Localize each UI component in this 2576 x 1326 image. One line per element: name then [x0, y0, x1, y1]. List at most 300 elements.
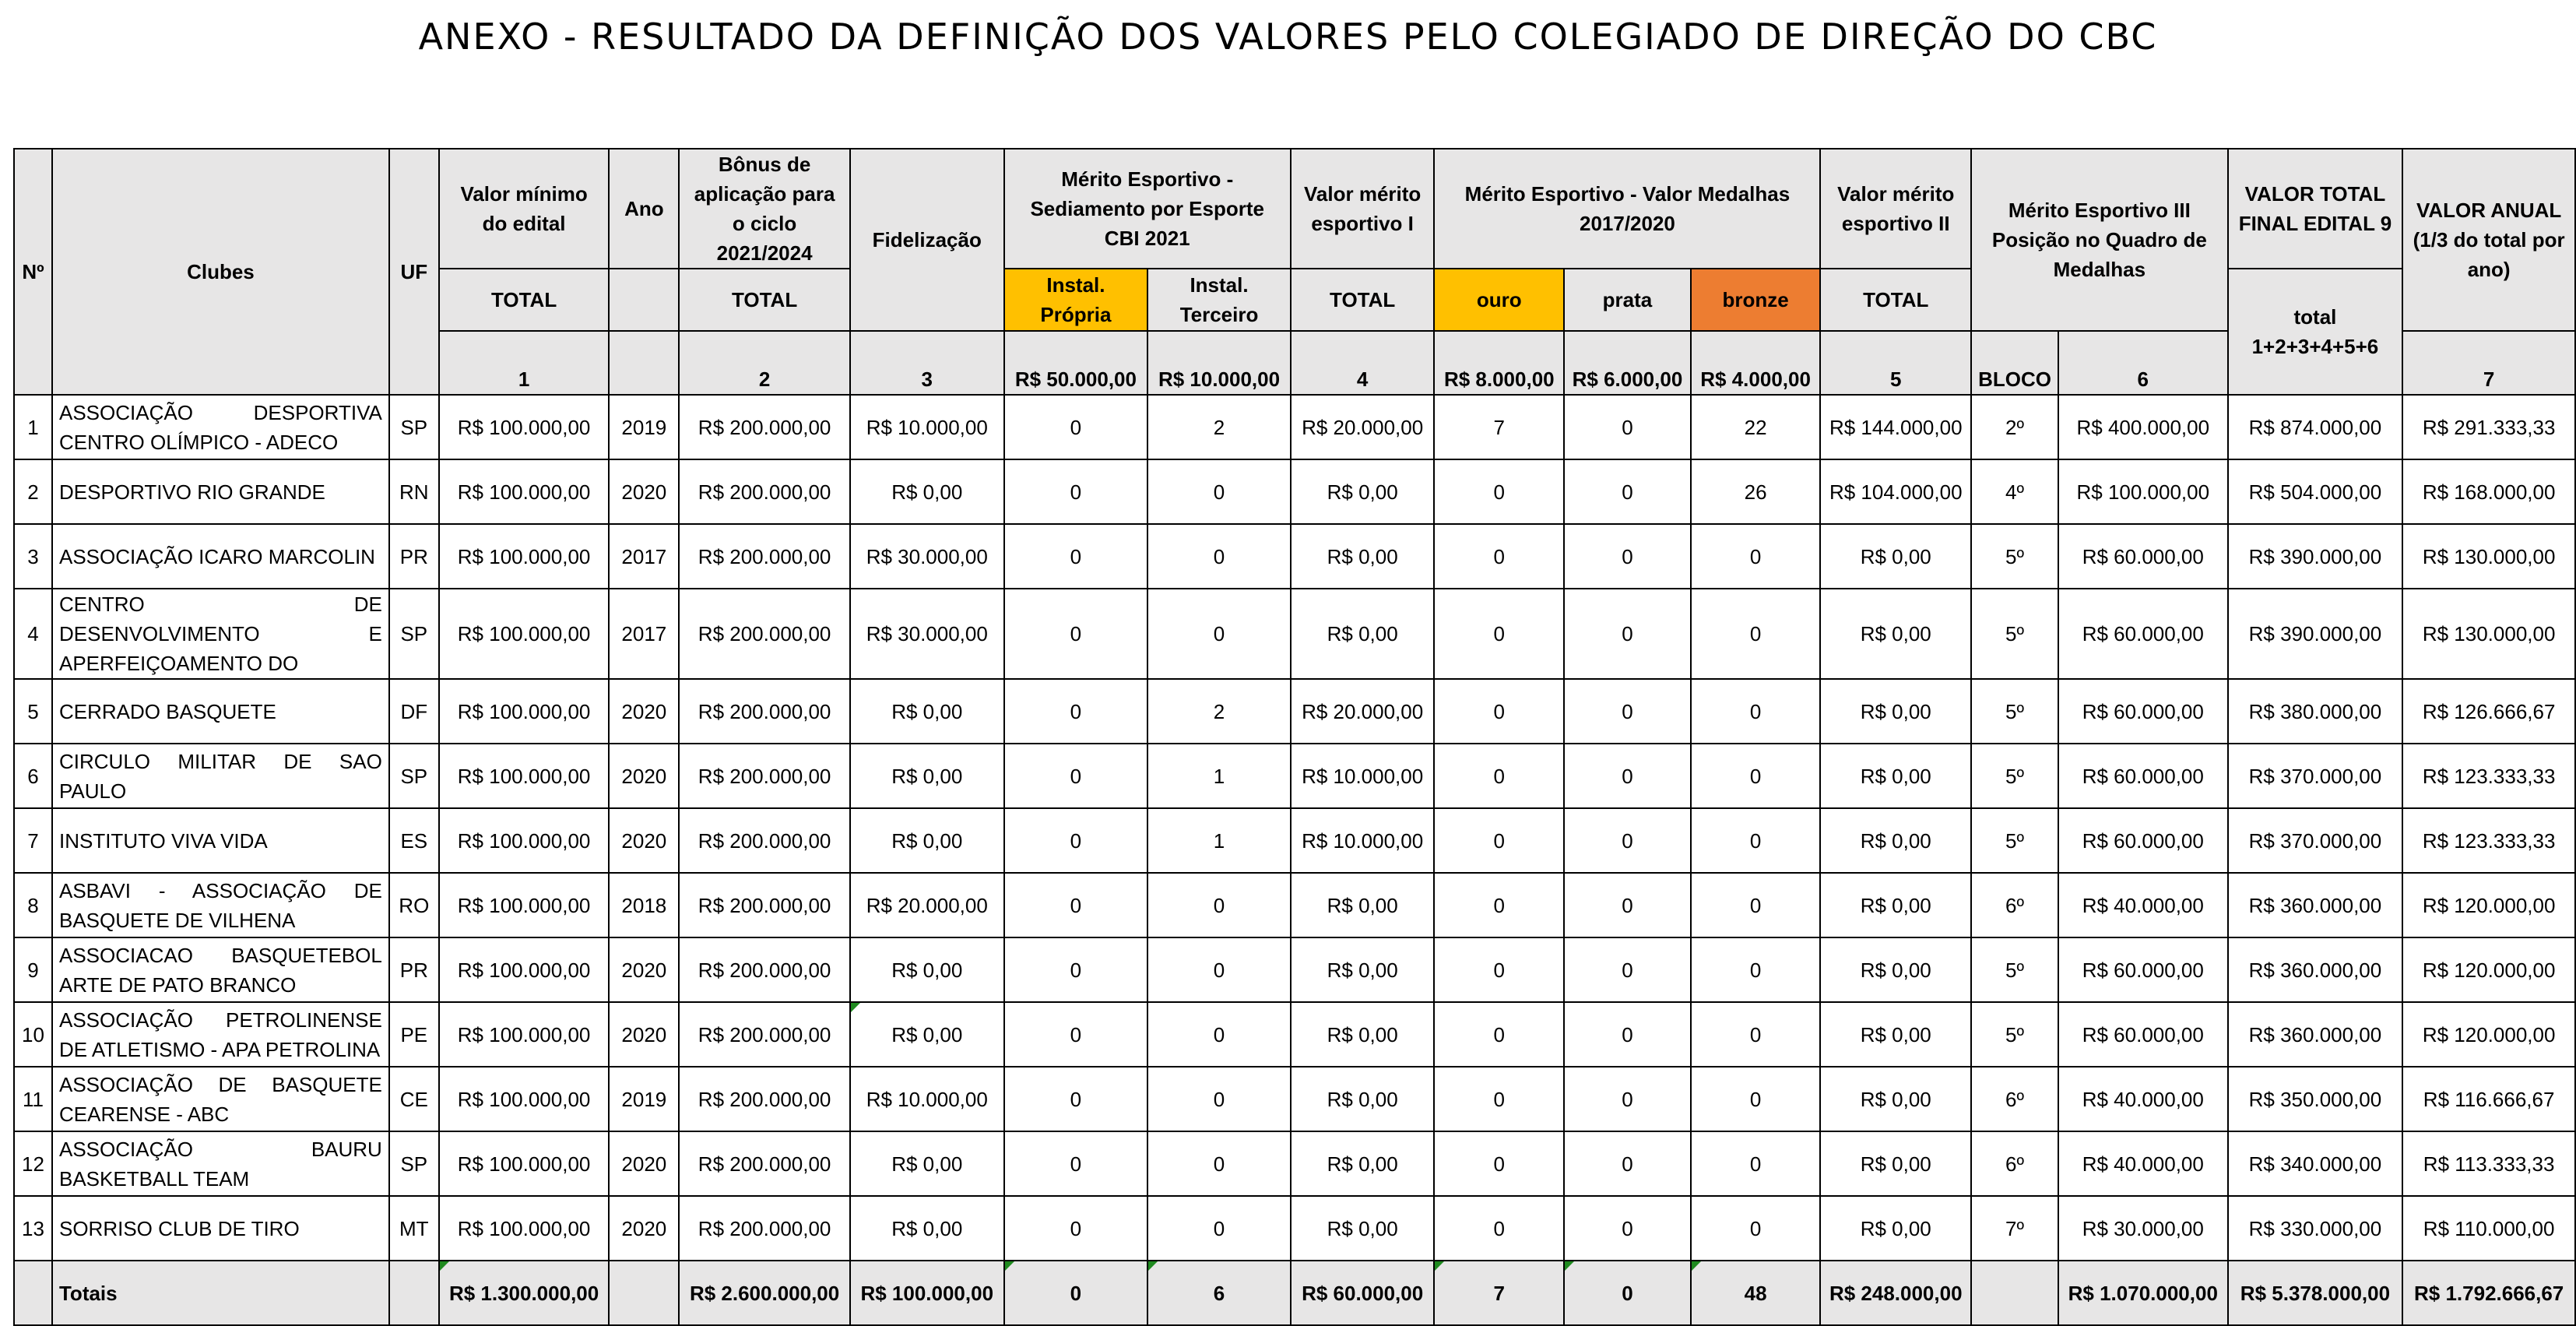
- total-instal-propria: 0: [1004, 1261, 1148, 1325]
- table-header: [14, 149, 2575, 395]
- cell-no: 7: [14, 808, 52, 873]
- cell-ouro: 0: [1434, 744, 1564, 808]
- cell-club: CENTRO DE DESENVOLVIMENTO E APERFEIÇOAMENTO DO: [52, 589, 389, 679]
- header-merito-medalhas: Mérito Esportivo - Valor Medalhas 2017/2020: [1434, 149, 1820, 269]
- cell-bloco: 6º: [1971, 873, 2058, 937]
- total-uf: [389, 1261, 439, 1325]
- cell-prata: 0: [1564, 1131, 1691, 1196]
- cell-valor-merito-2: R$ 0,00: [1820, 1067, 1971, 1131]
- cell-valor-total: R$ 504.000,00: [2228, 459, 2403, 524]
- cell-instal-terceiro: 0: [1147, 1067, 1291, 1131]
- cell-instal-terceiro: 0: [1147, 873, 1291, 937]
- cell-prata: 0: [1564, 679, 1691, 744]
- cell-instal-propria: 0: [1004, 1131, 1148, 1196]
- cell-valor-merito-2: R$ 0,00: [1820, 1002, 1971, 1067]
- header-n2: 2: [679, 331, 850, 395]
- header-fidelizacao: Fidelização: [850, 149, 1004, 331]
- cell-ano: 2019: [609, 395, 679, 459]
- cell-club: ASSOCIAÇÃO DESPORTIVA CENTRO OLÍMPICO - ADECO: [52, 395, 389, 459]
- cell-valor-merito-1: R$ 0,00: [1291, 1196, 1435, 1261]
- cell-valor-total: R$ 330.000,00: [2228, 1196, 2403, 1261]
- cell-valor-anual: R$ 126.666,67: [2402, 679, 2575, 744]
- total-ano: [609, 1261, 679, 1325]
- cell-ano: 2019: [609, 1067, 679, 1131]
- cell-ouro: 0: [1434, 679, 1564, 744]
- cell-club: SORRISO CLUB DE TIRO: [52, 1196, 389, 1261]
- cell-prata: 0: [1564, 937, 1691, 1002]
- cell-fidelizacao: R$ 0,00: [850, 937, 1004, 1002]
- cell-club: CERRADO BASQUETE: [52, 679, 389, 744]
- cell-bonus: R$ 200.000,00: [679, 808, 850, 873]
- cell-valor-anual: R$ 116.666,67: [2402, 1067, 2575, 1131]
- cell-fidelizacao: R$ 0,00: [850, 1131, 1004, 1196]
- cell-prata: 0: [1564, 808, 1691, 873]
- cell-bonus: R$ 200.000,00: [679, 589, 850, 679]
- cell-valor-merito-1: R$ 0,00: [1291, 589, 1435, 679]
- cell-instal-terceiro: 1: [1147, 744, 1291, 808]
- cell-fidelizacao: R$ 10.000,00: [850, 395, 1004, 459]
- cell-bronze: 0: [1691, 1002, 1821, 1067]
- cell-valor-merito-2: R$ 0,00: [1820, 524, 1971, 589]
- cell-no: 1: [14, 395, 52, 459]
- cell-valor-minimo: R$ 100.000,00: [439, 395, 610, 459]
- cell-uf: PR: [389, 524, 439, 589]
- cell-uf: SP: [389, 744, 439, 808]
- cell-club: ASSOCIAÇÃO ICARO MARCOLIN: [52, 524, 389, 589]
- total-fidelizacao: R$ 100.000,00: [850, 1261, 1004, 1325]
- cell-bloco: 5º: [1971, 808, 2058, 873]
- header-n6: 6: [2058, 331, 2228, 395]
- cell-instal-propria: 0: [1004, 395, 1148, 459]
- cell-bronze: 0: [1691, 1196, 1821, 1261]
- page-title: ANEXO - RESULTADO DA DEFINIÇÃO DOS VALORES PELO COLEGIADO DE DIREÇÃO DO CBC: [418, 16, 2158, 58]
- cell-merito-3: R$ 60.000,00: [2058, 679, 2228, 744]
- total-instal-terceiro: 6: [1147, 1261, 1291, 1325]
- cell-bonus: R$ 200.000,00: [679, 1131, 850, 1196]
- header-valor-minimo: Valor mínimo do edital: [439, 149, 610, 269]
- cell-ouro: 0: [1434, 1196, 1564, 1261]
- cell-no: 13: [14, 1196, 52, 1261]
- cell-ouro: 0: [1434, 524, 1564, 589]
- header-valor-anual: VALOR ANUAL (1/3 do total por ano): [2402, 149, 2575, 331]
- cell-bronze: 0: [1691, 873, 1821, 937]
- cell-uf: SP: [389, 395, 439, 459]
- cell-ouro: 0: [1434, 1002, 1564, 1067]
- header-preco-propria: R$ 50.000,00: [1004, 331, 1148, 395]
- header-valor-merito-2: Valor mérito esportivo II: [1820, 149, 1971, 269]
- header-ano-blank-2: [609, 331, 679, 395]
- cell-ano: 2017: [609, 589, 679, 679]
- cell-fidelizacao: R$ 30.000,00: [850, 589, 1004, 679]
- cell-ano: 2020: [609, 744, 679, 808]
- cell-merito-3: R$ 30.000,00: [2058, 1196, 2228, 1261]
- total-club: Totais: [52, 1261, 389, 1325]
- header-ouro: ouro: [1434, 269, 1564, 331]
- cell-valor-merito-1: R$ 10.000,00: [1291, 808, 1435, 873]
- header-total-formula: total 1+2+3+4+5+6: [2228, 269, 2403, 395]
- cell-valor-merito-2: R$ 0,00: [1820, 744, 1971, 808]
- cell-valor-merito-2: R$ 0,00: [1820, 1131, 1971, 1196]
- header-ano: Ano: [609, 149, 679, 269]
- header-clubes: Clubes: [52, 149, 389, 395]
- cell-ouro: 0: [1434, 937, 1564, 1002]
- cell-instal-propria: 0: [1004, 679, 1148, 744]
- cell-valor-anual: R$ 123.333,33: [2402, 808, 2575, 873]
- cell-uf: RO: [389, 873, 439, 937]
- cell-bloco: 5º: [1971, 937, 2058, 1002]
- cell-bonus: R$ 200.000,00: [679, 1067, 850, 1131]
- cell-fidelizacao: R$ 0,00: [850, 808, 1004, 873]
- cell-valor-anual: R$ 120.000,00: [2402, 1002, 2575, 1067]
- cell-valor-merito-2: R$ 0,00: [1820, 589, 1971, 679]
- header-valor-total: VALOR TOTAL FINAL EDITAL 9: [2228, 149, 2403, 269]
- cell-ano: 2018: [609, 873, 679, 937]
- cell-instal-terceiro: 0: [1147, 1196, 1291, 1261]
- total-ouro: 7: [1434, 1261, 1564, 1325]
- cell-valor-anual: R$ 130.000,00: [2402, 524, 2575, 589]
- cell-instal-terceiro: 0: [1147, 459, 1291, 524]
- cell-merito-3: R$ 40.000,00: [2058, 873, 2228, 937]
- header-preco-bronze: R$ 4.000,00: [1691, 331, 1821, 395]
- table-body: [14, 395, 2575, 1325]
- header-n4: 4: [1291, 331, 1435, 395]
- cell-valor-total: R$ 360.000,00: [2228, 1002, 2403, 1067]
- cell-bloco: 7º: [1971, 1196, 2058, 1261]
- cell-valor-minimo: R$ 100.000,00: [439, 808, 610, 873]
- cell-club: CIRCULO MILITAR DE SAO PAULO: [52, 744, 389, 808]
- total-valor-total: R$ 5.378.000,00: [2228, 1261, 2403, 1325]
- cell-club: ASSOCIAÇÃO BAURU BASKETBALL TEAM: [52, 1131, 389, 1196]
- total-no: [14, 1261, 52, 1325]
- cell-no: 2: [14, 459, 52, 524]
- cell-ouro: 0: [1434, 873, 1564, 937]
- cell-fidelizacao: R$ 0,00: [850, 679, 1004, 744]
- cell-valor-merito-1: R$ 0,00: [1291, 937, 1435, 1002]
- cell-instal-propria: 0: [1004, 808, 1148, 873]
- cell-fidelizacao: R$ 0,00: [850, 1002, 1004, 1067]
- cell-no: 12: [14, 1131, 52, 1196]
- cell-valor-anual: R$ 120.000,00: [2402, 873, 2575, 937]
- cell-instal-propria: 0: [1004, 589, 1148, 679]
- cell-valor-minimo: R$ 100.000,00: [439, 1002, 610, 1067]
- cell-fidelizacao: R$ 30.000,00: [850, 524, 1004, 589]
- header-instal-propria: Instal. Própria: [1004, 269, 1148, 331]
- cell-valor-anual: R$ 120.000,00: [2402, 937, 2575, 1002]
- cell-bloco: 6º: [1971, 1131, 2058, 1196]
- cell-valor-minimo: R$ 100.000,00: [439, 744, 610, 808]
- header-merito-3: Mérito Esportivo III Posição no Quadro de Medalhas: [1971, 149, 2228, 331]
- cell-bonus: R$ 200.000,00: [679, 679, 850, 744]
- cell-bronze: 0: [1691, 524, 1821, 589]
- cell-ano: 2020: [609, 679, 679, 744]
- cell-ano: 2020: [609, 1002, 679, 1067]
- cell-instal-propria: 0: [1004, 1196, 1148, 1261]
- cell-merito-3: R$ 60.000,00: [2058, 937, 2228, 1002]
- cell-bronze: 0: [1691, 1131, 1821, 1196]
- cell-ouro: 0: [1434, 808, 1564, 873]
- cell-valor-merito-2: R$ 144.000,00: [1820, 395, 1971, 459]
- cell-valor-minimo: R$ 100.000,00: [439, 937, 610, 1002]
- cell-valor-merito-1: R$ 0,00: [1291, 873, 1435, 937]
- table-row: [14, 679, 2575, 744]
- cell-valor-minimo: R$ 100.000,00: [439, 1196, 610, 1261]
- header-ano-blank: [609, 269, 679, 331]
- cell-instal-propria: 0: [1004, 1067, 1148, 1131]
- cell-valor-total: R$ 370.000,00: [2228, 808, 2403, 873]
- cell-bronze: 26: [1691, 459, 1821, 524]
- cell-bloco: 4º: [1971, 459, 2058, 524]
- total-prata: 0: [1564, 1261, 1691, 1325]
- cell-no: 8: [14, 873, 52, 937]
- header-instal-terceiro: Instal. Terceiro: [1147, 269, 1291, 331]
- cell-prata: 0: [1564, 1196, 1691, 1261]
- cell-valor-total: R$ 360.000,00: [2228, 937, 2403, 1002]
- cell-fidelizacao: R$ 0,00: [850, 459, 1004, 524]
- cell-ano: 2020: [609, 808, 679, 873]
- header-total-1: TOTAL: [439, 269, 610, 331]
- cell-valor-merito-2: R$ 0,00: [1820, 808, 1971, 873]
- cell-instal-terceiro: 2: [1147, 395, 1291, 459]
- cell-bonus: R$ 200.000,00: [679, 1196, 850, 1261]
- cell-valor-merito-1: R$ 20.000,00: [1291, 679, 1435, 744]
- cell-ouro: 0: [1434, 459, 1564, 524]
- header-no: Nº: [14, 149, 52, 395]
- cell-bonus: R$ 200.000,00: [679, 1002, 850, 1067]
- cell-uf: SP: [389, 1131, 439, 1196]
- cell-merito-3: R$ 60.000,00: [2058, 744, 2228, 808]
- cell-valor-anual: R$ 113.333,33: [2402, 1131, 2575, 1196]
- header-prata: prata: [1564, 269, 1691, 331]
- cell-valor-anual: R$ 130.000,00: [2402, 589, 2575, 679]
- cell-bloco: 2º: [1971, 395, 2058, 459]
- cell-valor-merito-2: R$ 0,00: [1820, 873, 1971, 937]
- header-uf: UF: [389, 149, 439, 395]
- cell-ano: 2020: [609, 1196, 679, 1261]
- table-row: [14, 808, 2575, 873]
- cell-valor-merito-2: R$ 0,00: [1820, 937, 1971, 1002]
- cell-merito-3: R$ 40.000,00: [2058, 1067, 2228, 1131]
- cell-valor-merito-2: R$ 104.000,00: [1820, 459, 1971, 524]
- cell-club: ASSOCIACAO BASQUETEBOL ARTE DE PATO BRANCO: [52, 937, 389, 1002]
- cell-valor-anual: R$ 110.000,00: [2402, 1196, 2575, 1261]
- cell-bonus: R$ 200.000,00: [679, 937, 850, 1002]
- table-row: [14, 524, 2575, 589]
- cell-valor-minimo: R$ 100.000,00: [439, 873, 610, 937]
- cell-instal-propria: 0: [1004, 937, 1148, 1002]
- cell-club: ASBAVI - ASSOCIAÇÃO DE BASQUETE DE VILHENA: [52, 873, 389, 937]
- cell-valor-total: R$ 380.000,00: [2228, 679, 2403, 744]
- cell-prata: 0: [1564, 524, 1691, 589]
- header-bonus: Bônus de aplicação para o ciclo 2021/2024: [679, 149, 850, 269]
- cell-club: ASSOCIAÇÃO PETROLINENSE DE ATLETISMO - APA PETROLINA: [52, 1002, 389, 1067]
- header-preco-ouro: R$ 8.000,00: [1434, 331, 1564, 395]
- cell-valor-merito-2: R$ 0,00: [1820, 679, 1971, 744]
- cell-valor-total: R$ 874.000,00: [2228, 395, 2403, 459]
- cell-instal-terceiro: 0: [1147, 1131, 1291, 1196]
- cell-ouro: 0: [1434, 1131, 1564, 1196]
- total-valor-merito-2: R$ 248.000,00: [1820, 1261, 1971, 1325]
- cell-valor-merito-1: R$ 0,00: [1291, 459, 1435, 524]
- cell-instal-propria: 0: [1004, 873, 1148, 937]
- cell-club: ASSOCIAÇÃO DE BASQUETE CEARENSE - ABC: [52, 1067, 389, 1131]
- table-row: [14, 1002, 2575, 1067]
- cell-ano: 2020: [609, 459, 679, 524]
- header-preco-prata: R$ 6.000,00: [1564, 331, 1691, 395]
- cell-instal-propria: 0: [1004, 524, 1148, 589]
- cell-valor-merito-1: R$ 0,00: [1291, 1002, 1435, 1067]
- cell-bloco: 5º: [1971, 589, 2058, 679]
- table-row: [14, 459, 2575, 524]
- cell-uf: PE: [389, 1002, 439, 1067]
- cell-valor-total: R$ 340.000,00: [2228, 1131, 2403, 1196]
- cell-uf: ES: [389, 808, 439, 873]
- cell-ouro: 0: [1434, 1067, 1564, 1131]
- cell-bonus: R$ 200.000,00: [679, 395, 850, 459]
- total-valor-minimo: R$ 1.300.000,00: [439, 1261, 610, 1325]
- cell-valor-merito-1: R$ 0,00: [1291, 1067, 1435, 1131]
- cell-valor-anual: R$ 168.000,00: [2402, 459, 2575, 524]
- cell-merito-3: R$ 60.000,00: [2058, 1002, 2228, 1067]
- cell-instal-propria: 0: [1004, 744, 1148, 808]
- cell-instal-propria: 0: [1004, 459, 1148, 524]
- cell-ouro: 7: [1434, 395, 1564, 459]
- total-bronze: 48: [1691, 1261, 1821, 1325]
- cell-merito-3: R$ 100.000,00: [2058, 459, 2228, 524]
- cell-prata: 0: [1564, 459, 1691, 524]
- table-row: [14, 937, 2575, 1002]
- cell-valor-minimo: R$ 100.000,00: [439, 679, 610, 744]
- cell-uf: DF: [389, 679, 439, 744]
- cell-no: 9: [14, 937, 52, 1002]
- cell-prata: 0: [1564, 1067, 1691, 1131]
- header-total-5: TOTAL: [1820, 269, 1971, 331]
- cell-fidelizacao: R$ 10.000,00: [850, 1067, 1004, 1131]
- cell-merito-3: R$ 40.000,00: [2058, 1131, 2228, 1196]
- cell-valor-merito-1: R$ 10.000,00: [1291, 744, 1435, 808]
- cell-uf: CE: [389, 1067, 439, 1131]
- cell-uf: MT: [389, 1196, 439, 1261]
- header-bronze: bronze: [1691, 269, 1821, 331]
- cell-bonus: R$ 200.000,00: [679, 873, 850, 937]
- table-row: [14, 1131, 2575, 1196]
- header-valor-merito-1: Valor mérito esportivo I: [1291, 149, 1435, 269]
- cell-prata: 0: [1564, 589, 1691, 679]
- cell-bonus: R$ 200.000,00: [679, 459, 850, 524]
- cell-valor-merito-1: R$ 0,00: [1291, 524, 1435, 589]
- cell-club: INSTITUTO VIVA VIDA: [52, 808, 389, 873]
- header-n7: 7: [2402, 331, 2575, 395]
- cell-valor-total: R$ 370.000,00: [2228, 744, 2403, 808]
- cell-ano: 2020: [609, 937, 679, 1002]
- cell-valor-minimo: R$ 100.000,00: [439, 1131, 610, 1196]
- cell-prata: 0: [1564, 744, 1691, 808]
- table-row: [14, 395, 2575, 459]
- cell-valor-minimo: R$ 100.000,00: [439, 459, 610, 524]
- cell-instal-terceiro: 0: [1147, 524, 1291, 589]
- cell-valor-anual: R$ 291.333,33: [2402, 395, 2575, 459]
- totals-row: [14, 1261, 2575, 1325]
- cell-valor-total: R$ 390.000,00: [2228, 589, 2403, 679]
- cell-bronze: 22: [1691, 395, 1821, 459]
- cell-valor-merito-1: R$ 0,00: [1291, 1131, 1435, 1196]
- results-table: [13, 148, 2576, 1326]
- cell-bronze: 0: [1691, 808, 1821, 873]
- cell-bloco: 5º: [1971, 679, 2058, 744]
- header-n1: 1: [439, 331, 610, 395]
- cell-uf: RN: [389, 459, 439, 524]
- cell-bronze: 0: [1691, 679, 1821, 744]
- cell-prata: 0: [1564, 873, 1691, 937]
- cell-fidelizacao: R$ 0,00: [850, 744, 1004, 808]
- cell-bloco: 6º: [1971, 1067, 2058, 1131]
- cell-fidelizacao: R$ 20.000,00: [850, 873, 1004, 937]
- cell-no: 5: [14, 679, 52, 744]
- cell-bronze: 0: [1691, 1067, 1821, 1131]
- cell-bonus: R$ 200.000,00: [679, 744, 850, 808]
- cell-club: DESPORTIVO RIO GRANDE: [52, 459, 389, 524]
- header-bloco: BLOCO: [1971, 331, 2058, 395]
- cell-uf: PR: [389, 937, 439, 1002]
- cell-bloco: 5º: [1971, 1002, 2058, 1067]
- header-n3: 3: [850, 331, 1004, 395]
- cell-no: 4: [14, 589, 52, 679]
- cell-merito-3: R$ 400.000,00: [2058, 395, 2228, 459]
- cell-instal-terceiro: 0: [1147, 937, 1291, 1002]
- cell-ano: 2020: [609, 1131, 679, 1196]
- table-row: [14, 1067, 2575, 1131]
- cell-merito-3: R$ 60.000,00: [2058, 808, 2228, 873]
- header-n5: 5: [1820, 331, 1971, 395]
- total-bloco: [1971, 1261, 2058, 1325]
- cell-bronze: 0: [1691, 937, 1821, 1002]
- header-preco-terceiro: R$ 10.000,00: [1147, 331, 1291, 395]
- total-merito-3: R$ 1.070.000,00: [2058, 1261, 2228, 1325]
- table-row: [14, 744, 2575, 808]
- table-row: [14, 589, 2575, 679]
- cell-valor-merito-1: R$ 20.000,00: [1291, 395, 1435, 459]
- cell-ouro: 0: [1434, 589, 1564, 679]
- header-total-4: TOTAL: [1291, 269, 1435, 331]
- cell-bronze: 0: [1691, 589, 1821, 679]
- cell-bonus: R$ 200.000,00: [679, 524, 850, 589]
- cell-instal-propria: 0: [1004, 1002, 1148, 1067]
- cell-instal-terceiro: 2: [1147, 679, 1291, 744]
- cell-merito-3: R$ 60.000,00: [2058, 589, 2228, 679]
- total-valor-anual: R$ 1.792.666,67: [2402, 1261, 2575, 1325]
- header-merito-sediamento: Mérito Esportivo - Sediamento por Esporte CBI 2021: [1004, 149, 1291, 269]
- cell-no: 3: [14, 524, 52, 589]
- header-total-2: TOTAL: [679, 269, 850, 331]
- cell-fidelizacao: R$ 0,00: [850, 1196, 1004, 1261]
- cell-bloco: 5º: [1971, 524, 2058, 589]
- total-valor-merito-1: R$ 60.000,00: [1291, 1261, 1435, 1325]
- cell-valor-minimo: R$ 100.000,00: [439, 589, 610, 679]
- cell-valor-total: R$ 390.000,00: [2228, 524, 2403, 589]
- cell-instal-terceiro: 0: [1147, 1002, 1291, 1067]
- cell-uf: SP: [389, 589, 439, 679]
- cell-prata: 0: [1564, 395, 1691, 459]
- cell-bronze: 0: [1691, 744, 1821, 808]
- cell-ano: 2017: [609, 524, 679, 589]
- cell-bloco: 5º: [1971, 744, 2058, 808]
- cell-valor-merito-2: R$ 0,00: [1820, 1196, 1971, 1261]
- cell-no: 6: [14, 744, 52, 808]
- cell-prata: 0: [1564, 1002, 1691, 1067]
- cell-instal-terceiro: 1: [1147, 808, 1291, 873]
- cell-valor-minimo: R$ 100.000,00: [439, 524, 610, 589]
- cell-valor-anual: R$ 123.333,33: [2402, 744, 2575, 808]
- cell-valor-minimo: R$ 100.000,00: [439, 1067, 610, 1131]
